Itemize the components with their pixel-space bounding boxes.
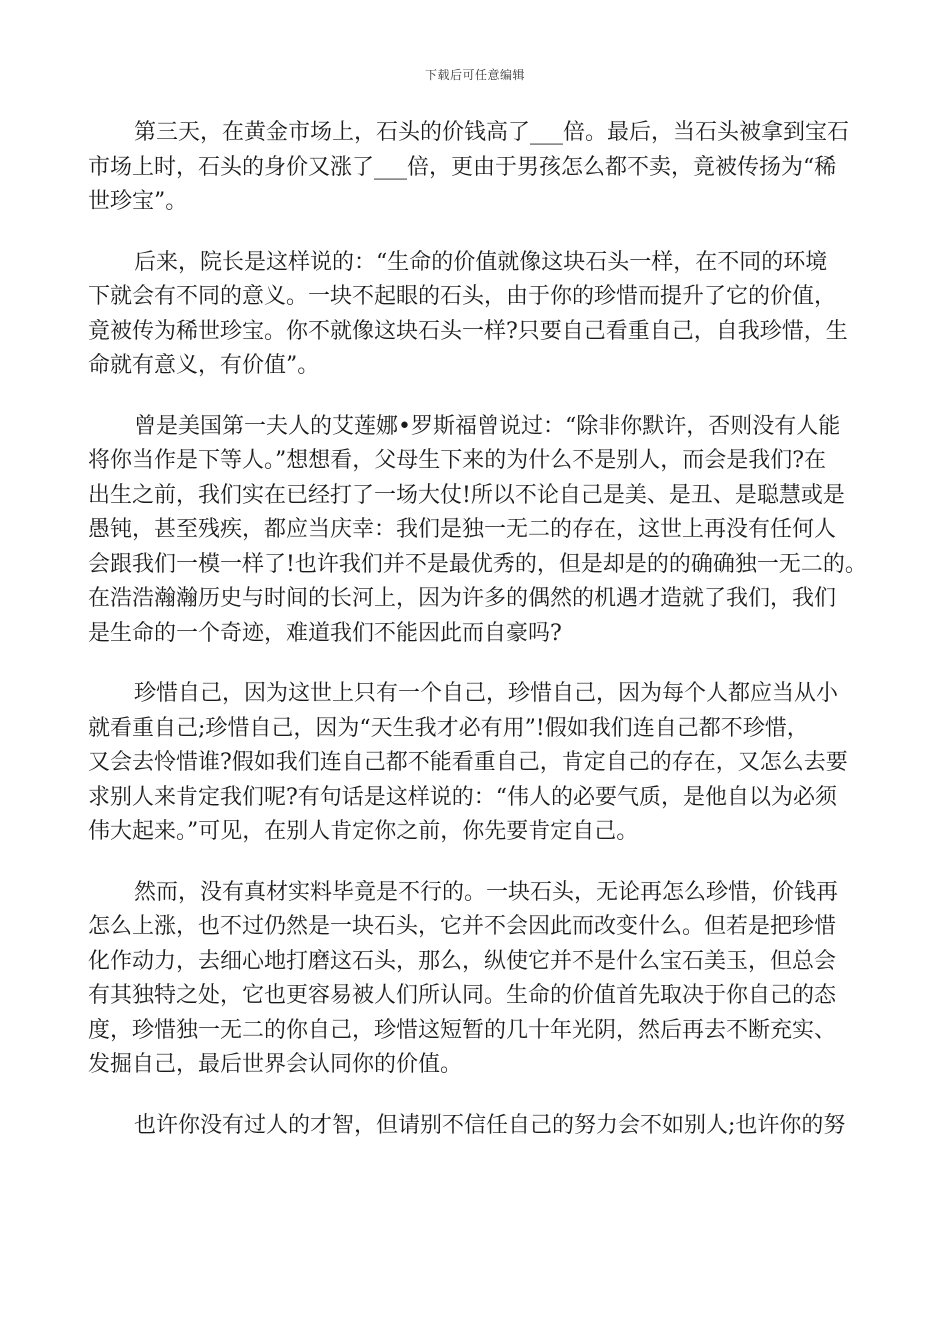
text-line: 然而，没有真材实料毕竟是不行的。一块石头，无论再怎么珍惜，价钱再 (134, 879, 839, 905)
text-line: 市场上时，石头的身价又涨了___倍，更由于男孩怎么都不卖，竟被传扬为“稀 (88, 154, 837, 180)
text-line: 珍惜自己，因为这世上只有一个自己，珍惜自己，因为每个人都应当从小 (134, 681, 839, 706)
text-line: 竟被传为稀世珍宝。你不就像这块石头一样?只要自己看重自己，自我珍惜，生 (88, 318, 848, 344)
text-line: 将你当作是下等人。”想想看，父母生下来的为什么不是别人，而会是我们?在 (88, 448, 827, 473)
text-line: 世珍宝”。 (88, 189, 188, 214)
text-line: 又会去怜惜谁?假如我们连自己都不能看重自己，肯定自己的存在，又怎么去要 (88, 750, 848, 775)
text-line: 是生命的一个奇迹，难道我们不能因此而自豪吗? (88, 620, 562, 646)
paragraph (88, 876, 868, 1083)
text-line: 第三天，在黄金市场上，石头的价钱高了___倍。最后，当石头被拿到宝石 (134, 120, 850, 145)
text-line: 发掘自己，最后世界会认同你的价值。 (88, 1052, 463, 1077)
text-line: 也许你没有过人的才智，但请别不信任自己的努力会不如别人;也许你的努 (134, 1112, 846, 1138)
document-body (88, 116, 868, 1169)
text-line: 愚钝，甚至残疾，都应当庆幸：我们是独一无二的存在，这世上再没有任何人 (88, 517, 837, 542)
paragraph (88, 116, 868, 220)
paragraph (88, 677, 868, 850)
text-line: 伟大起来。”可见，在别人肯定你之前，你先要肯定自己。 (88, 819, 639, 844)
text-line: 在浩浩瀚瀚历史与时间的长河上，因为许多的偶然的机遇才造就了我们，我们 (88, 586, 837, 611)
text-line: 怎么上涨，也不过仍然是一块石头，它并不会因此而改变什么。但若是把珍惜 (88, 914, 837, 939)
paragraph (88, 246, 868, 384)
text-line: 会跟我们一模一样了!也许我们并不是最优秀的，但是却是的的确确独一无二的。 (88, 551, 867, 577)
text-line: 命就有意义，有价值”。 (88, 353, 320, 378)
paragraph (88, 410, 868, 652)
text-line: 出生之前，我们实在已经打了一场大仗!所以不论自己是美、是丑、是聪慧或是 (88, 482, 845, 508)
text-line: 有其独特之处，它也更容易被人们所认同。生命的价值首先取决于你自己的态 (88, 983, 837, 1008)
paragraph (88, 1109, 868, 1144)
text-line: 求别人来肯定我们呢?有句话是这样说的：“伟人的必要气质，是他自以为必须 (88, 784, 838, 810)
page-header: 下载后可任意编辑 (424, 68, 525, 82)
text-line: 后来，院长是这样说的：“生命的价值就像这块石头一样，在不同的环境 (134, 249, 828, 275)
text-line: 度，珍惜独一无二的你自己，珍惜这短暂的几十年光阴，然后再去不断充实、 (88, 1017, 837, 1043)
text-line: 曾是美国第一夫人的艾莲娜•罗斯福曾说过：“除非你默许，否则没有人能 (134, 413, 841, 439)
text-line: 化作动力，去细心地打磨这石头，那么，纵使它并不是什么宝石美玉，但总会 (88, 948, 837, 974)
text-line: 就看重自己;珍惜自己，因为“天生我才必有用”!假如我们连自己都不珍惜， (88, 715, 809, 741)
text-line: 下就会有不同的意义。一块不起眼的石头，由于你的珍惜而提升了它的价值， (88, 284, 837, 309)
